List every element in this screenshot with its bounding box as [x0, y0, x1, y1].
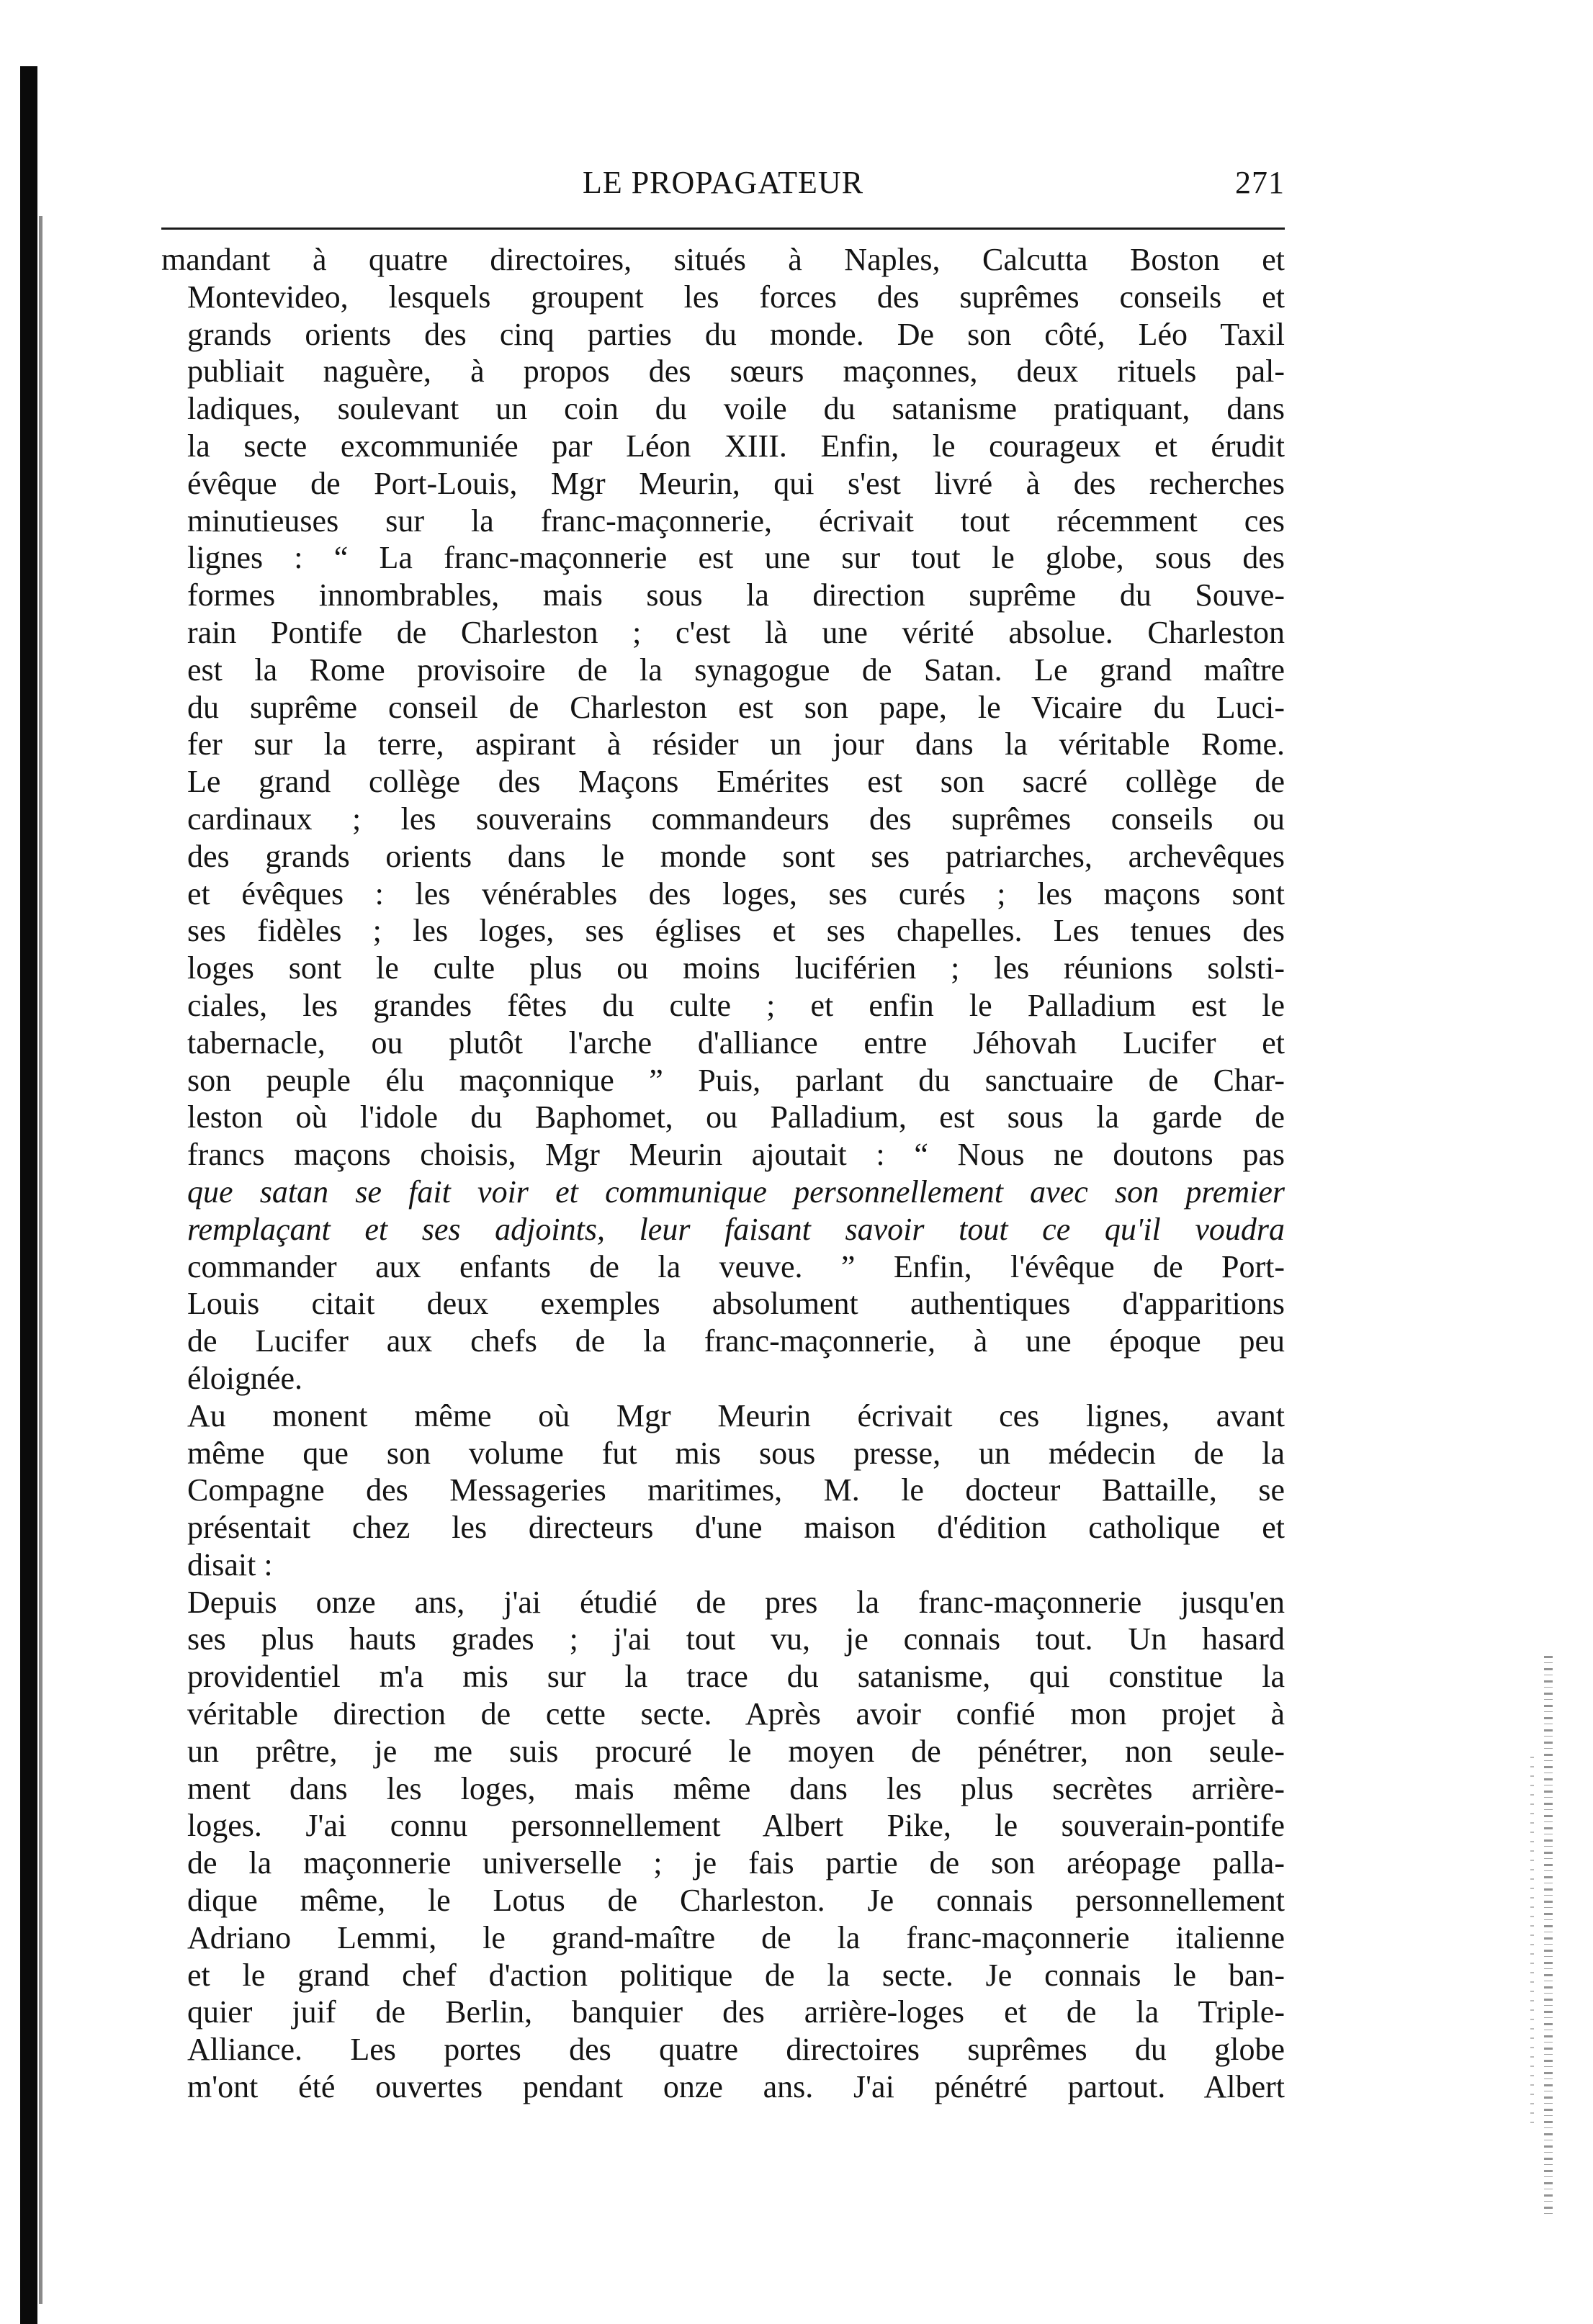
running-head	[161, 164, 1285, 207]
paragraph-3	[161, 1584, 1285, 2106]
text-line: est la Rome provisoire de la synagogue de Satan. Le grand maître	[187, 652, 1285, 688]
text-line: dique même, le Lotus de Charleston. Je connais personnellement	[187, 1883, 1285, 1919]
margin-scan-noise	[1544, 1656, 1553, 2217]
text-line: présentait chez les directeurs d'une maison d'édition catholique et	[187, 1510, 1285, 1546]
text-line: disait :	[187, 1546, 273, 1582]
text-line: Alliance. Les portes des quatre directoires suprêmes du globe	[187, 2032, 1285, 2068]
text-line: véritable direction de cette secte. Après avoir confié mon projet à	[187, 1696, 1285, 1732]
text-line: loges sont le culte plus ou moins luciférien ; les réunions solsti-	[187, 950, 1285, 986]
text-line: publiait naguère, à propos des sœurs maçonnes, deux rituels pal-	[187, 353, 1285, 389]
text-line: Louis citait deux exemples absolument authentiques d'apparitions	[187, 1286, 1285, 1322]
text-line: que satan se fait voir et communique personnellement avec son premier	[187, 1174, 1285, 1210]
text-line: ment dans les loges, mais même dans les plus secrètes arrière-	[187, 1770, 1285, 1806]
text-line: quier juif de Berlin, banquier des arrière-loges et de la Triple-	[187, 1994, 1285, 2030]
text-line: fer sur la terre, aspirant à résider un jour dans la véritable Rome.	[187, 726, 1285, 762]
text-line: la secte excommuniée par Léon XIII. Enfin, le courageux et érudit	[187, 428, 1285, 464]
text-line: minutieuses sur la franc-maçonnerie, écrivait tout récemment ces	[187, 503, 1285, 539]
text-line: Depuis onze ans, j'ai étudié de pres la franc-maçonnerie jusqu'en	[187, 1584, 1285, 1620]
text-line: et évêques : les vénérables des loges, ses curés ; les maçons sont	[187, 875, 1285, 911]
text-line: Au monent même où Mgr Meurin écrivait ces lignes, avant	[187, 1397, 1285, 1433]
text-line: commander aux enfants de la veuve. ” Enfin, l'évêque de Port-	[187, 1248, 1285, 1284]
text-line: mandant à quatre directoires, situés à Naples, Calcutta Boston et	[161, 242, 1285, 277]
text-line: francs maçons choisis, Mgr Meurin ajoutait : “ Nous ne doutons pas	[187, 1137, 1285, 1173]
text-line: Le grand collège des Maçons Emérites est son sacré collège de	[187, 764, 1285, 800]
header-rule	[161, 228, 1285, 230]
body-text	[161, 241, 1285, 2106]
text-line: lignes : “ La franc-maçonnerie est une sur tout le globe, sous des	[187, 540, 1285, 576]
text-line: un prêtre, je me suis procuré le moyen de pénétrer, non seule-	[187, 1733, 1285, 1769]
text-line: ladiques, soulevant un coin du voile du satanisme pratiquant, dans	[187, 391, 1285, 427]
text-line: remplaçant et ses adjoints, leur faisant savoir tout ce qu'il voudra	[187, 1211, 1285, 1247]
paragraph-1	[161, 241, 1285, 1397]
margin-scan-noise-secondary	[1530, 1757, 1534, 2131]
text-line: rain Pontife de Charleston ; c'est là une vérité absolue. Charleston	[187, 614, 1285, 650]
paragraph-2	[161, 1397, 1285, 1584]
text-line: évêque de Port-Louis, Mgr Meurin, qui s'est livré à des recherches	[187, 465, 1285, 501]
text-line: ses plus hauts grades ; j'ai tout vu, je connais tout. Un hasard	[187, 1621, 1285, 1657]
text-line: même que son volume fut mis sous presse, un médecin de la	[187, 1435, 1285, 1471]
text-line: leston où l'idole du Baphomet, ou Palladium, est sous la garde de	[187, 1099, 1285, 1135]
text-line: de la maçonnerie universelle ; je fais partie de son aréopage palla-	[187, 1845, 1285, 1881]
text-line: et le grand chef d'action politique de la secte. Je connais le ban-	[187, 1957, 1285, 1993]
text-line: ses fidèles ; les loges, ses églises et ses chapelles. Les tenues des	[187, 913, 1285, 949]
text-line: Montevideo, lesquels groupent les forces des suprêmes conseils et	[187, 279, 1285, 315]
text-line: de Lucifer aux chefs de la franc-maçonnerie, à une époque peu	[187, 1323, 1285, 1359]
text-line: tabernacle, ou plutôt l'arche d'alliance entre Jéhovah Lucifer et	[187, 1024, 1285, 1060]
text-line: loges. J'ai connu personnellement Albert Pike, le souverain-pontife	[187, 1808, 1285, 1844]
running-title: LE PROPAGATEUR	[582, 165, 864, 200]
binding-shadow	[20, 66, 37, 2324]
page	[161, 164, 1285, 2106]
binding-shadow-edge	[39, 216, 42, 2304]
text-line: providentiel m'a mis sur la trace du satanisme, qui constitue la	[187, 1659, 1285, 1695]
text-line: formes innombrables, mais sous la direction suprême du Souve-	[187, 577, 1285, 613]
text-line: des grands orients dans le monde sont ses patriarches, archevêques	[187, 838, 1285, 874]
text-line: du suprême conseil de Charleston est son pape, le Vicaire du Luci-	[187, 689, 1285, 725]
text-line: ciales, les grandes fêtes du culte ; et enfin le Palladium est le	[187, 987, 1285, 1023]
text-line: Adriano Lemmi, le grand-maître de la franc-maçonnerie italienne	[187, 1919, 1285, 1955]
text-line: éloignée.	[187, 1360, 303, 1396]
text-line: cardinaux ; les souverains commandeurs des suprêmes conseils ou	[187, 801, 1285, 837]
text-line: m'ont été ouvertes pendant onze ans. J'ai pénétré partout. Albert	[187, 2069, 1285, 2105]
page-number: 271	[1235, 165, 1285, 200]
text-line: Compagne des Messageries maritimes, M. le docteur Battaille, se	[187, 1472, 1285, 1508]
text-line: son peuple élu maçonnique ” Puis, parlant du sanctuaire de Char-	[187, 1062, 1285, 1098]
text-line: grands orients des cinq parties du monde. De son côté, Léo Taxil	[187, 316, 1285, 352]
